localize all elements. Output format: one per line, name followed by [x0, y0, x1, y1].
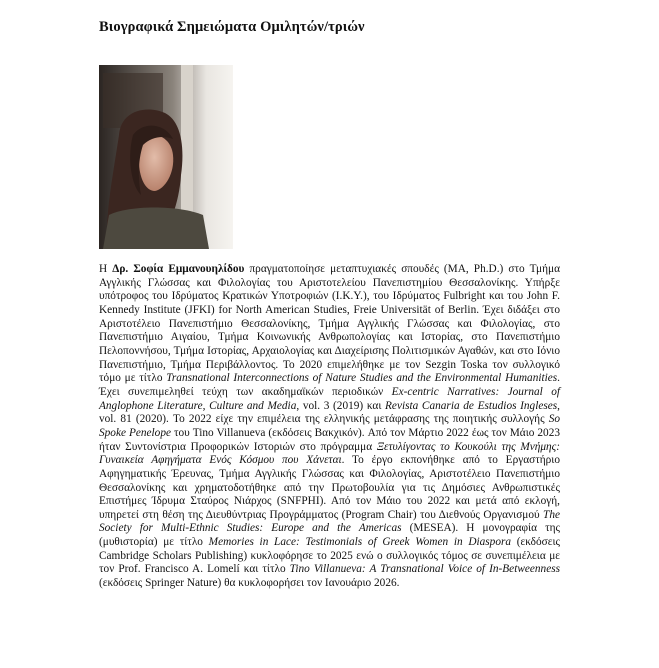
poetry-title: So Spoke Penelope	[99, 413, 560, 439]
journal-title-excentric: Ex-centric Narratives: Journal of Anglophone Literature, Culture and Media	[99, 385, 560, 412]
photo-jacket	[103, 208, 209, 250]
speaker-portrait-photo	[99, 65, 233, 249]
speaker-name: Δρ. Σοφία Εμμανουηλίδου	[112, 263, 245, 275]
journal-title-revista: Revista Canaria de Estudios Ingleses	[385, 399, 558, 412]
edited-volume-title: Tino Villanueva: A Transnational Voice of In-Betweenness	[289, 563, 561, 576]
book-title-transnational: Transnational Interconnections of Nature Studies and the Environmental Humanities	[166, 372, 558, 385]
page-heading: Βιογραφικά Σημειώματα Ομιλητών/τριών	[99, 19, 365, 35]
monograph-title: Memories in Lace: Testimonials of Greek Women in Diaspora	[208, 536, 512, 549]
speaker-biography: Η Δρ. Σοφία Εμμανουηλίδου πραγματοποίησε μεταπτυχιακές σπουδές (MA, Ph.D.) στο Τμήμα Αγγλικής Γλώσσας και Φιλολογίας του Αριστοτελείου Πανεπιστημίου Θεσσαλονίκης. Υπήρξε υπότροφος του Ιδρύματος Κρατικών Υποτροφιών (Ι.Κ.Υ.), του Ιδρύματος Fulbright και του John F. Kennedy Institute (JFKI) for North American Studies, Freie Universität of Berlin. Έχει διδάξει στο Αριστοτέλειο Πανεπιστήμιο Θεσσαλονίκης, Τμήμα Αγγλικής Γλώσσας και Φιλολογίας, στο Πανεπιστήμιο Αιγαίου, Τμήμα Κοινωνικής Ανθρωπολογίας και Ιστορίας, στο Πανεπιστήμιο Πελοποννήσου, Τμήμα Ιστορίας, Αρχαιολογίας και Διαχείρισης Πολιτισμικών Αγαθών, και στο Ιόνιο Πανεπιστήμιο, Τμήμα Περιβάλλοντος. Το 2020 επιμελήθηκε με τον Sezgin Toska τον συλλογικό τόμο με τίτλο Transnational Interconnections of Nature Studies and the Environmental Humanities. Έχει συνεπιμεληθεί τεύχη των ακαδημαϊκών περιοδικών Ex-centric Narratives: Journal of Anglophone Literature, Culture and Media, vol. 3 (2019) και Revista Canaria de Estudios Ingleses, vol. 81 (2020). Το 2022 είχε την επιμέλεια της ελληνικής μετάφρασης της ποιητικής συλλογής So Spoke Penelope του Tino Villanueva (εκδόσεις Βακχικόν). Από τον Μάρτιο 2022 έως τον Μάιο 2023 ήταν Συντονίστρια Προφορικών Ιστοριών στο πρόγραμμα Ξετυλίγοντας το Κουκούλι της Μνήμης: Γυναικεία Αφηγήματα Ενός Κόσμου που Χάνεται. Το έργο εκπονήθηκε από το Εργαστήριο Αφηγηματικής Έρευνας, Τμήμα Αγγλικής Γλώσσας και Φιλολογίας, Αριστοτέλειο Πανεπιστήμιο Θεσσαλονίκης και χρηματοδοτήθηκε από την Πρωτοβουλία για τις Δημόσιες Ανθρωπιστικές Επιστήμες Ίδρυμα Σταύρος Νιάρχος (SNFPHI). Από τον Μάιο του 2022 και μετά από εκλογή, υπηρετεί στη θέση της Διευθύντριας Προγράμματος (Program Chair) του Διεθνούς Οργανισμού The Society for Multi-Ethnic Studies: Europe and the Americas (MESEA). Η μονογραφία της (μυθιστορία) με τίτλο Memories in Lace: Testimonials of Greek Women in Diaspora (εκδόσεις Cambridge Scholars Publishing) κυκλοφόρησε το 2025 ενώ ο συλλογικός τόμος σε συνεπιμέλεια με τον Prof. Francisco A. Lomelí και τίτλο Tino Villanueva: A Transnational Voice of In-Betweenness (εκδόσεις Springer Nature) θα κυκλοφορήσει τον Ιανουάριο 2026.	[99, 263, 561, 590]
society-name: The Society for Multi-Ethnic Studies: Europe and the Americas	[99, 508, 560, 535]
program-title: Ξετυλίγοντας το Κουκούλι της Μνήμης: Γυναικεία Αφηγήματα Ενός Κόσμου που Χάνεται	[99, 440, 560, 467]
